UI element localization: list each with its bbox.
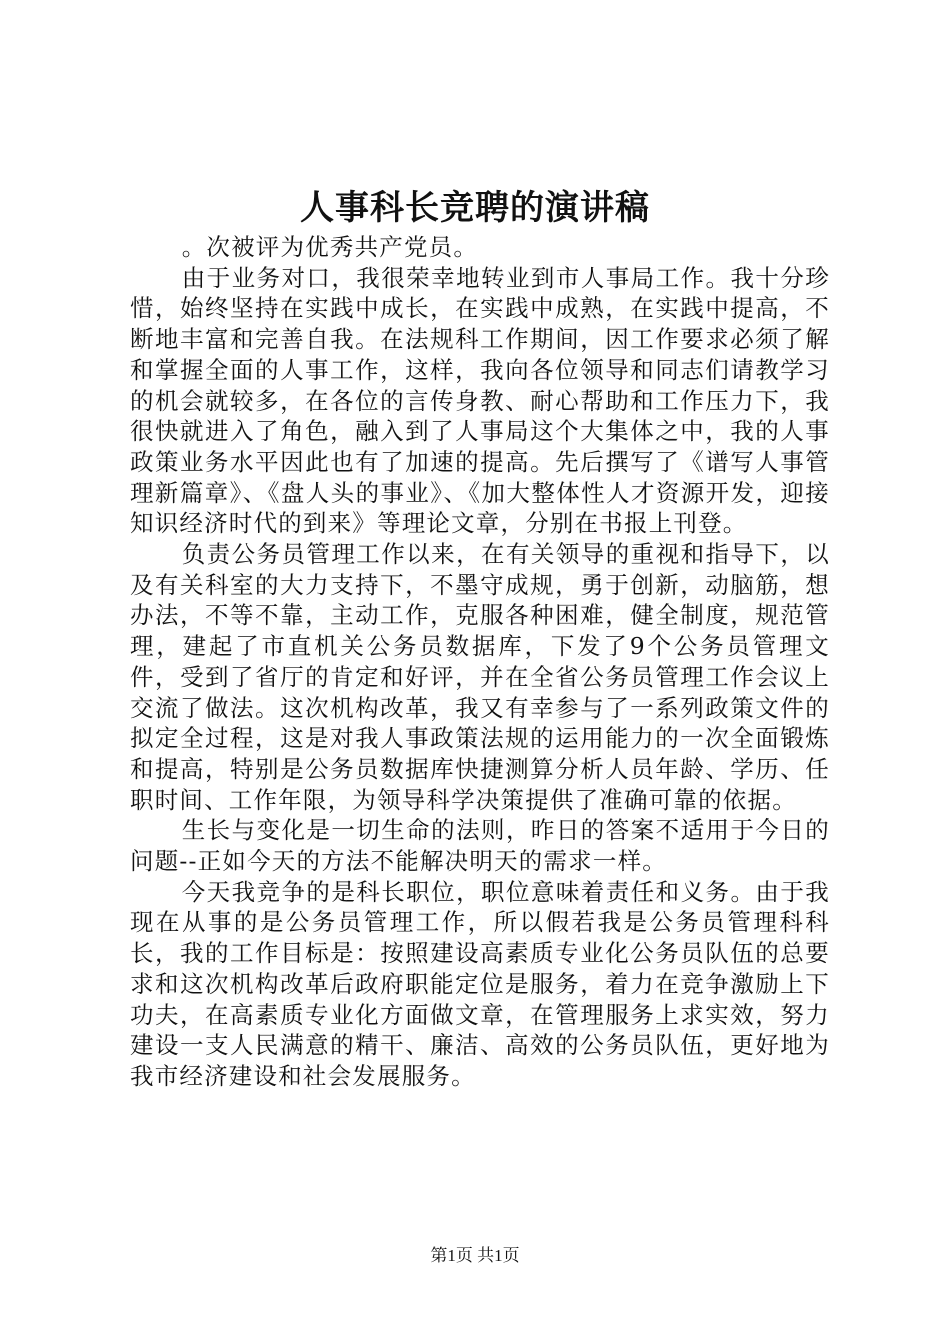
paragraph-civil-service-work: 负责公务员管理工作以来，在有关领导的重视和指导下，以及有关科室的大力支持下，不墨守成规，勇于创新，动脑筋，想办法，不等不靠，主动工作，克服各种困难，健全制度，规范管理，建起了市直机关公务员数据库，下发了9个公务员管理文件，受到了省厅的肯定和好评，并在全省公务员管理工作会议上交流了做法。这次机构改革，我又有幸参与了一系列政策文件的拟定全过程，这是对我人事政策法规的运用能力的一次全面锻炼和提高，特别是公务员数据库快捷测算分析人员年龄、学历、任职时间、工作年限，为领导科学决策提供了准确可靠的依据。: [130, 540, 830, 814]
paragraph-career: 由于业务对口，我很荣幸地转业到市人事局工作。我十分珍惜，始终坚持在实践中成长，在实践中成熟，在实践中提高，不断地丰富和完善自我。在法规科工作期间，因工作要求必须了解和掌握全面的人事工作，这样，我向各位领导和同志们请教学习的机会就较多，在各位的言传身教、耐心帮助和工作压力下，我很快就进入了角色，融入到了人事局这个大集体之中，我的人事政策业务水平因此也有了加速的提高。先后撰写了《谱写人事管理新篇章》、《盘人头的事业》、《加大整体性人才资源开发，迎接知识经济时代的到来》等理论文章，分别在书报上刊登。: [130, 263, 830, 538]
paragraph-intro: 。次被评为优秀共产党员。: [181, 233, 479, 261]
document-title: 人事科长竞聘的演讲稿: [300, 188, 650, 228]
page-number-footer: 第1页 共1页: [430, 1246, 520, 1265]
document-body: [130, 232, 830, 1092]
paragraph-goals: 今天我竞争的是科长职位，职位意味着责任和义务。由于我现在从事的是公务员管理工作，所以假若我是公务员管理科科长，我的工作目标是：按照建设高素质专业化公务员队伍的总要求和这次机构改革后政府职能定位是服务，着力在竞争激励上下功夫，在高素质专业化方面做文章，在管理服务上求实效，努力建设一支人民满意的精干、廉洁、高效的公务员队伍，更好地为我市经济建设和社会发展服务。: [130, 877, 830, 1090]
paragraph-growth-and-change: 生长与变化是一切生命的法则，昨日的答案不适用于今日的问题--正如今天的方法不能解决明天的需求一样。: [130, 816, 830, 876]
